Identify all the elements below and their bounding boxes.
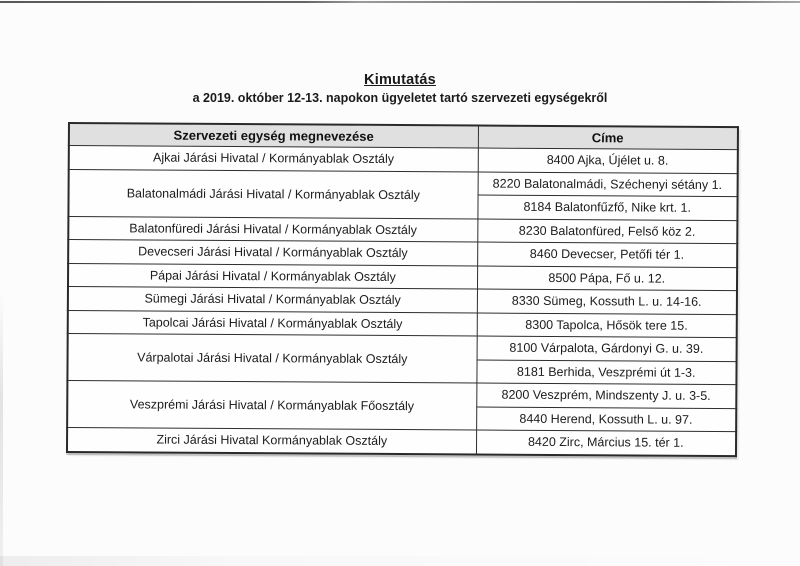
table-row (67, 381, 736, 409)
address-cell: 8460 Devecser, Petőfi tér 1. (477, 242, 737, 267)
document-header (0, 72, 800, 105)
org-unit-cell: Veszprémi Járási Hivatal / Kormányablak Főosztály (67, 381, 476, 430)
document-subtitle: a 2019. október 12-13. napokon ügyeletet tartó szervezeti egységekről (192, 91, 608, 105)
address-cell: 8184 Balatonfűzfő, Nike krt. 1. (477, 195, 737, 220)
address-cell: 8440 Herend, Kossuth L. u. 97. (476, 406, 736, 431)
org-unit-cell: Sümegi Járási Hivatal / Kormányablak Osztály (68, 287, 477, 313)
column-header-address: Címe (478, 126, 738, 150)
scan-bottom-shade-artifact (0, 556, 800, 566)
address-cell: 8200 Veszprém, Mindszenty J. u. 3-5. (476, 383, 736, 408)
address-cell: 8400 Ajka, Újélet u. 8. (478, 148, 738, 173)
address-cell: 8500 Pápa, Fő u. 12. (477, 266, 737, 291)
address-cell: 8220 Balatonalmádi, Széchenyi sétány 1. (478, 172, 738, 197)
column-header-org-unit: Szervezeti egység megnevezése (69, 123, 478, 148)
address-cell: 8181 Berhida, Veszprémi út 1-3. (476, 360, 736, 385)
org-unit-cell: Balatonalmádi Járási Hivatal / Kormányablak Osztály (68, 169, 477, 218)
org-unit-cell: Ajkai Járási Hivatal / Kormányablak Osztály (69, 146, 478, 172)
org-unit-cell: Pápai Járási Hivatal / Kormányablak Osztály (68, 263, 477, 289)
address-cell: 8420 Zirc, Március 15. tér 1. (476, 430, 736, 456)
address-cell: 8300 Tapolca, Hősök tere 15. (477, 313, 737, 338)
duty-units-table (66, 122, 739, 457)
scan-left-edge-artifact (0, 290, 3, 566)
org-unit-cell: Zirci Járási Hivatal Kormányablak Osztály (67, 428, 476, 454)
table-row (68, 334, 737, 362)
address-cell: 8330 Sümeg, Kossuth L. u. 14-16. (477, 289, 737, 314)
table-row (67, 428, 736, 456)
address-cell: 8100 Várpalota, Gárdonyi G. u. 39. (477, 336, 737, 361)
document-title: Kimutatás (364, 72, 436, 88)
scan-top-edge-artifact (0, 1, 800, 3)
org-unit-cell: Balatonfüredi Járási Hivatal / Kormányablak Osztály (68, 216, 477, 242)
table-container (66, 122, 739, 457)
org-unit-cell: Várpalotai Járási Hivatal / Kormányablak Osztály (67, 334, 476, 383)
org-unit-cell: Devecseri Járási Hivatal / Kormányablak Osztály (68, 240, 477, 266)
address-cell: 8230 Balatonfüred, Felső köz 2. (477, 219, 737, 244)
org-unit-cell: Tapolcai Járási Hivatal / Kormányablak Osztály (68, 310, 477, 336)
table-row (69, 169, 738, 197)
